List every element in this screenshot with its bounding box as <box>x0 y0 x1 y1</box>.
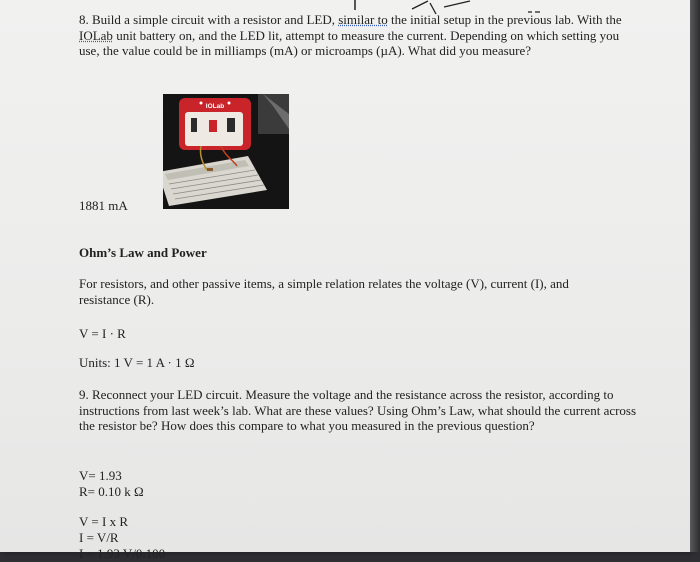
question-8-text: 8. Build a simple circuit with a resistor and LED, <box>79 12 339 27</box>
breadboard-photo-image <box>163 94 289 209</box>
intro-paragraph: For resistors, and other passive items, a simple relation relates the voltage (V), current (I), and resistance (R). <box>79 276 569 307</box>
units-line: Units: 1 V = 1 A · 1 Ω <box>79 355 195 370</box>
answer-8: 1881 mA <box>79 198 128 213</box>
circuit-photo <box>163 94 289 209</box>
ohms-law-formula: V = I · R <box>79 326 126 341</box>
question-8-text-end: unit battery on, and the LED lit, attempt to measure the current. Depending on which setting you use, the value could be in milliamps (mA) or microamps (µA). What did you measure? <box>79 27 620 58</box>
question-8-similar-to: similar to <box>338 12 388 27</box>
question-9: 9. Reconnect your LED circuit. Measure the voltage and the resistance across the resistor, according to instructions from last week’s lab. What are these values? Using Ohm’s Law, what should the current across the resistor be? How does this compare to what you measured in the previous question? <box>79 387 637 433</box>
question-8-text-mid: the initial setup in the previous lab. With the <box>387 12 622 27</box>
question-8-iolab: IOLab <box>79 27 113 43</box>
answer-9-equation-1: V = I x R <box>79 514 128 529</box>
answer-9-voltage: V= 1.93 <box>79 468 122 483</box>
answer-9-equation-3: I = 1.93 V/0.100 <box>79 546 166 561</box>
answer-9-equation-2: I = V/R <box>79 530 119 545</box>
page-edge <box>690 0 700 552</box>
section-heading: Ohm’s Law and Power <box>79 245 207 260</box>
device-label: IOLab <box>205 103 225 110</box>
answer-9-resistance: R= 0.10 k Ω <box>79 484 144 499</box>
question-8 <box>79 12 629 59</box>
